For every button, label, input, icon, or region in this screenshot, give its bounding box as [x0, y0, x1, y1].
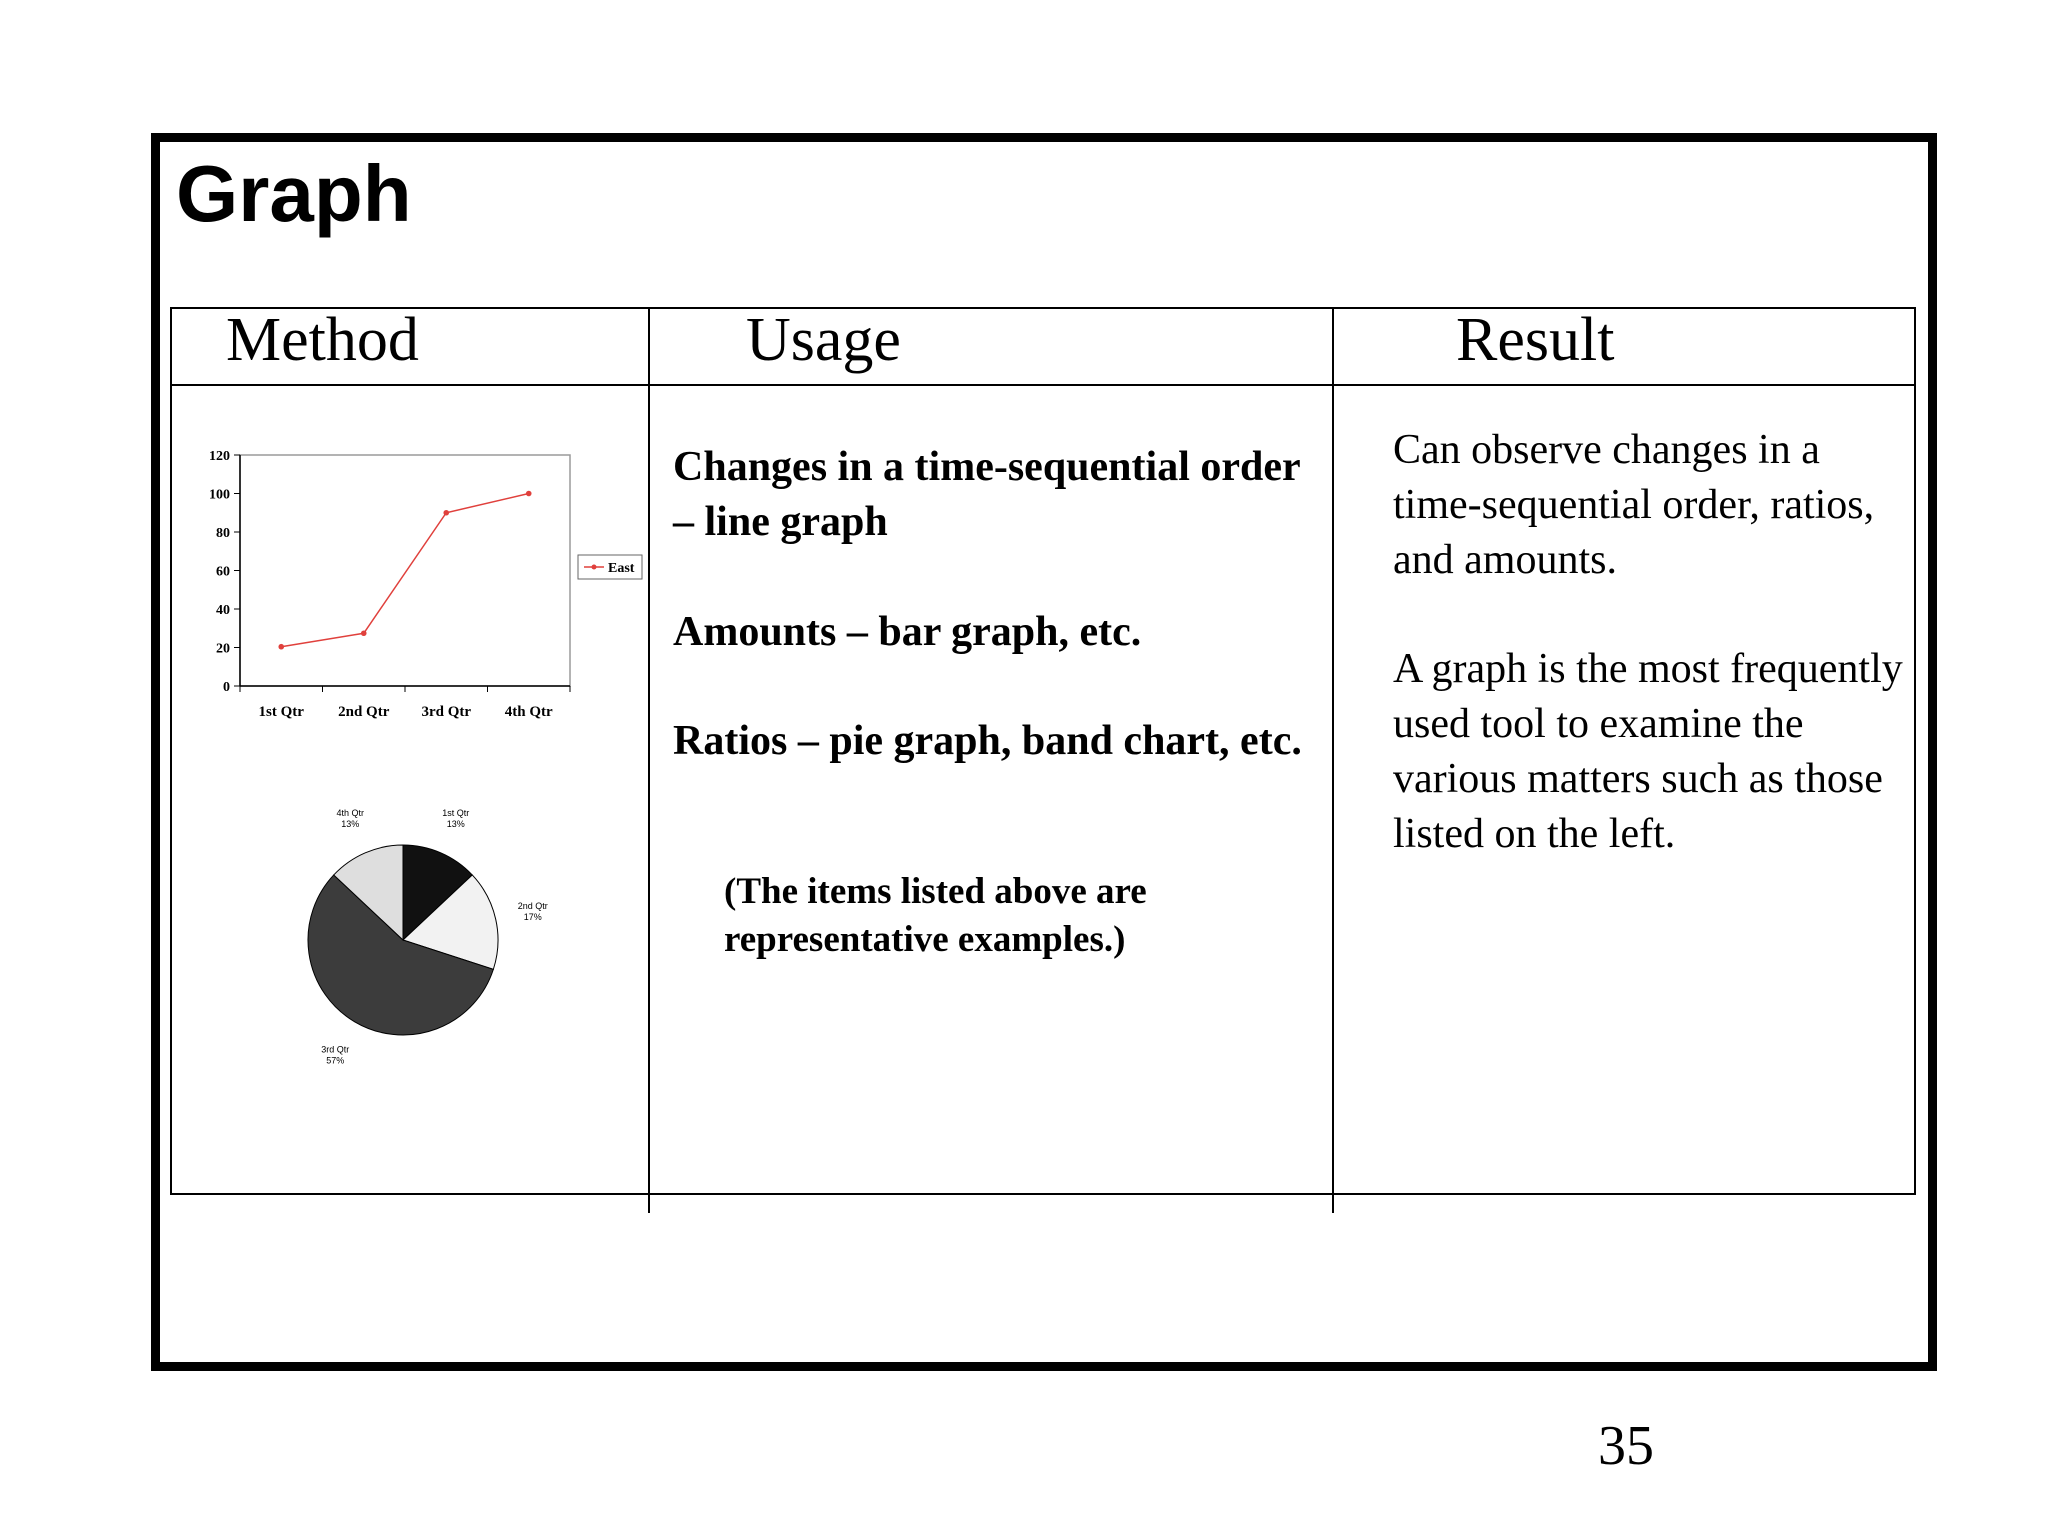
usage-note: (The items listed above are representative examples.) [724, 871, 1147, 960]
y-tick-label: 0 [223, 680, 230, 695]
x-tick-label: 4th Qtr [504, 704, 553, 720]
pie-chart [280, 807, 580, 1080]
slice-label: 1st Qtr [442, 807, 470, 818]
result-paragraph-2: A graph is the most frequently used tool to examine the various matters such as those listed on the left. [1393, 646, 1903, 857]
data-point [278, 644, 284, 650]
usage-item-bar-graph: Amounts – bar graph, etc. [673, 609, 1142, 655]
slide-title: Graph [176, 149, 412, 238]
legend-marker [592, 565, 597, 570]
column-header-usage: Usage [746, 306, 901, 374]
x-tick-label: 3rd Qtr [421, 704, 472, 720]
table-right-border [1914, 307, 1916, 1195]
column-header-result: Result [1456, 306, 1615, 374]
slice-label: 2nd Qtr [517, 901, 548, 911]
slice-label: 4th Qtr [336, 807, 364, 818]
y-tick-label: 40 [216, 603, 230, 618]
table-left-border [170, 307, 172, 1195]
data-point [526, 491, 532, 497]
y-tick-label: 60 [216, 564, 230, 580]
column-divider-2 [1332, 307, 1334, 1213]
line-chart [180, 435, 650, 725]
slice-percent-label: 17% [523, 912, 542, 922]
slice-percent-label: 13% [446, 818, 465, 829]
x-tick-label: 1st Qtr [258, 704, 304, 720]
x-tick-label: 2nd Qtr [338, 704, 390, 720]
y-tick-label: 20 [216, 641, 230, 657]
result-paragraph-1: Can observe changes in a time-sequential order, ratios, and amounts. [1393, 427, 1875, 583]
data-point [361, 630, 367, 636]
slice-label: 3rd Qtr [321, 1044, 350, 1055]
table-top-border [171, 307, 1916, 309]
column-header-method: Method [226, 306, 419, 374]
header-divider [171, 384, 1916, 386]
slice-percent-label: 57% [326, 1055, 345, 1066]
y-tick-label: 120 [209, 449, 230, 464]
slice-percent-label: 13% [341, 818, 360, 829]
y-tick-label: 80 [216, 526, 230, 541]
y-tick-label: 100 [209, 487, 230, 503]
usage-item-line-graph: Changes in a time-sequential order – line graph [673, 444, 1300, 545]
data-point [443, 510, 449, 516]
usage-item-pie-graph: Ratios – pie graph, band chart, etc. [673, 718, 1302, 764]
table-bottom-border [171, 1193, 1916, 1195]
legend-label: East [608, 561, 635, 576]
plot-area [240, 455, 570, 686]
page-number: 35 [1598, 1415, 1654, 1477]
